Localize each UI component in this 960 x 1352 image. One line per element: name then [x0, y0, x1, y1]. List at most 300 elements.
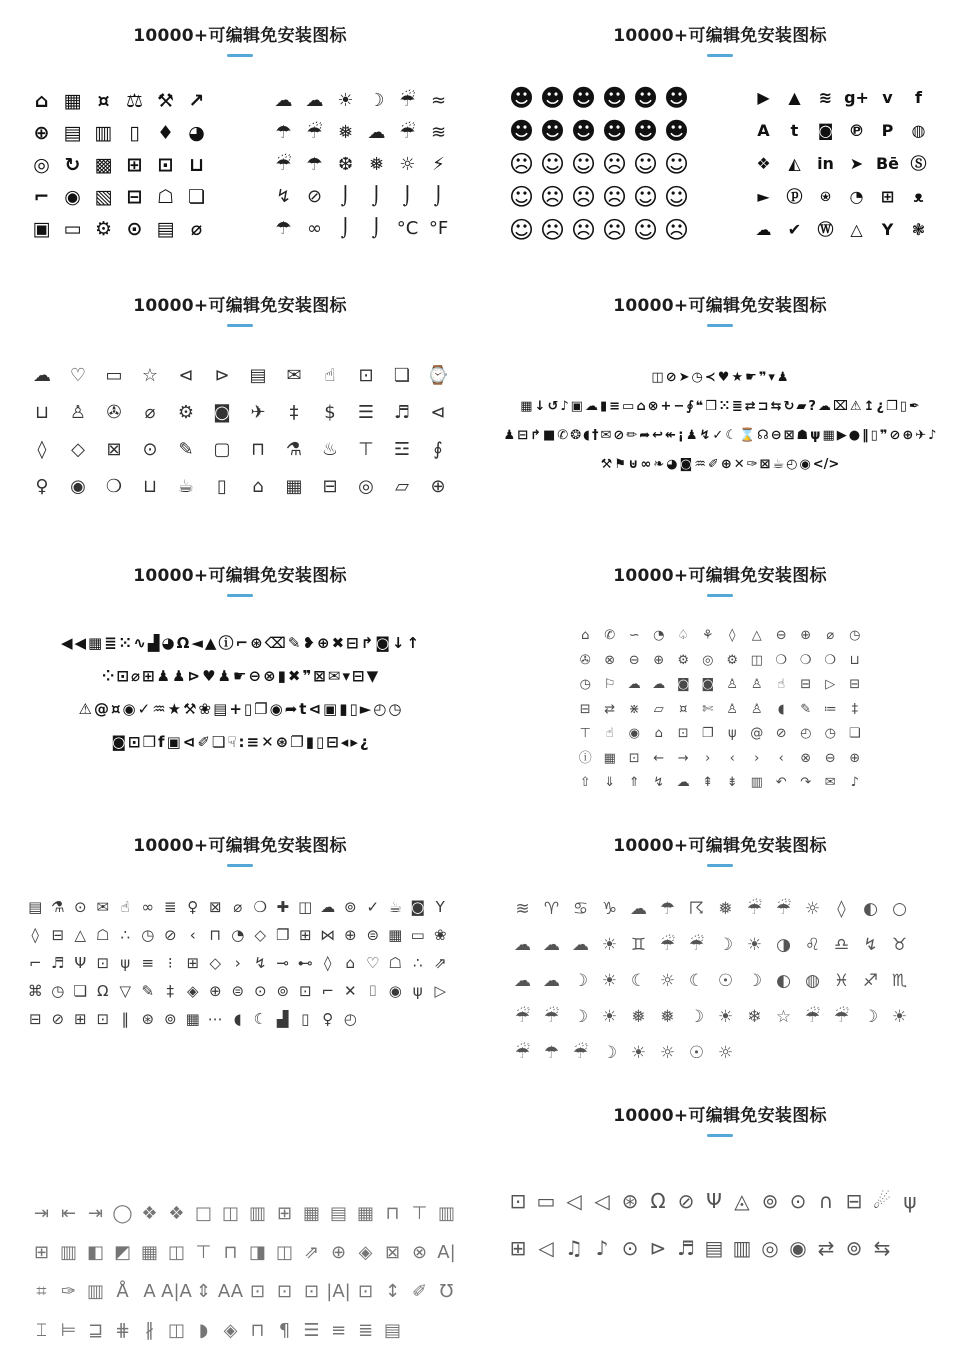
- check-icon: ✓: [137, 700, 151, 719]
- wine-glass-icon: Y: [435, 897, 445, 916]
- film-icon: ▦: [520, 399, 533, 415]
- notepad-icon: ▦: [185, 1009, 200, 1028]
- instagram-icon: ◙: [817, 120, 834, 140]
- flat-face-icon: ☹: [539, 215, 566, 244]
- columns-icon: ▥: [86, 1280, 104, 1302]
- chat-3-icon: ❍: [824, 652, 837, 668]
- mail-icon: ✉: [824, 775, 836, 791]
- set-title: 10000+可编辑免安装图标: [133, 26, 347, 46]
- smartphone-icon: ▯: [217, 475, 227, 497]
- clock-icon: ◷: [691, 370, 703, 386]
- unlocked-padlock-icon: ⌐: [33, 185, 50, 208]
- cheeky-face-icon: ☺: [663, 149, 690, 178]
- printer-icon: ⊞: [142, 667, 155, 686]
- star-icon: ☆: [775, 1006, 792, 1027]
- title-underline: [707, 864, 733, 867]
- calculator-icon: ⊞: [126, 153, 143, 176]
- home-icon: ⌂: [581, 628, 590, 644]
- megaphone-icon: ⊲: [308, 700, 322, 719]
- doc-icon: ❏: [848, 726, 861, 742]
- code-icon: </>: [812, 457, 840, 473]
- skip-circle-icon: ⊚: [761, 1188, 779, 1213]
- letter-spacing-icon: |A|: [326, 1280, 351, 1302]
- thermometer-6-icon: ⌡: [371, 218, 382, 240]
- help-icon: ¿: [359, 733, 369, 752]
- mic-icon: ψ: [727, 726, 737, 742]
- graduation-cap-icon: ⊓: [250, 438, 266, 460]
- play-icon: ▷: [434, 981, 447, 1000]
- tongue-out-face-icon: ☺: [539, 149, 566, 178]
- compass-icon: ⊘: [163, 925, 177, 944]
- toggles-icon: ⊜: [366, 925, 380, 944]
- libra-icon: ♎: [833, 934, 850, 955]
- moonrise-icon: ☽: [746, 970, 763, 991]
- music-note-icon: ♪: [595, 1235, 609, 1260]
- ellipse-x-icon: ⊗: [411, 1241, 428, 1263]
- users-icon: ♟: [503, 428, 516, 444]
- lock-icon: ⊠: [106, 438, 122, 460]
- doc-download-icon: ❒: [142, 733, 157, 752]
- paypal-icon: P: [881, 120, 894, 140]
- layout-typography-rows: [28, 1194, 456, 1350]
- sun-cloud-rain-icon: ☼: [804, 898, 821, 919]
- magnet-icon: Ʊ: [439, 1280, 454, 1302]
- wall-clock-icon: ◔: [231, 925, 245, 944]
- user-icon: ♟: [685, 428, 698, 444]
- behance-icon: Bē: [875, 153, 900, 173]
- neutral-face-icon: ☺: [508, 215, 535, 244]
- mobile-icon: ▯: [899, 399, 907, 415]
- mouse-icon: ◖: [233, 1009, 242, 1028]
- frown-face-icon: ☹: [539, 182, 566, 211]
- dollar-bag-icon: ◉: [122, 700, 136, 719]
- thermometer-2-icon: ⌡: [371, 186, 382, 208]
- font-baseline-icon: A: [143, 1280, 156, 1302]
- sliders-h-icon: ≔: [823, 701, 837, 717]
- user-group-icon: ♙: [726, 677, 739, 693]
- moon-icon: ☾: [630, 970, 647, 991]
- outline-essentials-set-content: [0, 357, 480, 505]
- minus-circle-2-icon: ⊖: [824, 750, 836, 766]
- cursor-icon: †: [591, 428, 599, 444]
- grooveshark-icon: ◔: [849, 186, 864, 206]
- title-underline: [227, 594, 253, 597]
- document-icon: ❒: [705, 399, 717, 415]
- wallet-icon: ⊟: [322, 475, 338, 497]
- dollar-note-icon: $: [324, 401, 336, 423]
- search-icon: ⌀: [144, 401, 156, 423]
- cloud-sun-hail-icon: ☀: [601, 970, 618, 991]
- layout-typography-rows-row-2: [28, 1233, 456, 1272]
- comments-icon: ❞: [758, 370, 767, 386]
- eye-icon: ◉: [388, 981, 402, 1000]
- audio-line-rows: [504, 1177, 936, 1271]
- screencast-icon: ⊡: [628, 750, 640, 766]
- check-icon: ✓: [712, 428, 724, 444]
- cloud-sleet-icon: ☂: [543, 1042, 560, 1063]
- align-bottom-objects-icon: ⊒: [87, 1319, 104, 1341]
- text-box-icon: ⊡: [249, 1280, 266, 1302]
- dots-v-icon: ⁝: [167, 953, 173, 972]
- play-circle-icon: ⊳: [649, 1235, 667, 1260]
- square-icon: □: [194, 1202, 212, 1224]
- layout-typography-set-card: [0, 1080, 480, 1350]
- locked-padlock-icon: ▣: [32, 217, 51, 240]
- full-circle-icon: ○: [892, 898, 907, 919]
- tag-icon: ◊: [37, 438, 47, 460]
- cassette-icon: ▭: [410, 925, 425, 944]
- pen-nib-icon: ✒: [908, 399, 920, 415]
- cloud-rain-1-icon: ☔: [514, 1006, 531, 1027]
- indent-right-icon: ⇥: [87, 1202, 104, 1224]
- justify-text-icon: ▤: [383, 1319, 401, 1341]
- downpour-cloud-icon: ☔: [306, 122, 323, 144]
- storm-rain-cloud-icon: ☔: [275, 154, 292, 176]
- cloud-moon-hail-icon: ☽: [572, 970, 589, 991]
- solid-glyph-rows-row-3: [494, 421, 946, 450]
- up-triangle-icon: ▲: [204, 634, 217, 653]
- outline-essentials-set-card: [0, 270, 480, 540]
- clouds-sleet-icon: ☔: [572, 1042, 589, 1063]
- plane-icon: ✈: [915, 428, 927, 444]
- sunset-2-icon: ☼: [717, 1042, 734, 1063]
- mobile-2-icon: ▯: [315, 733, 325, 752]
- book-icon: ◫: [750, 652, 763, 668]
- tools-icon: ⚒: [600, 457, 613, 473]
- layout-two-pane-icon: ◫: [167, 1241, 185, 1263]
- speaker-icon: ◀: [60, 634, 73, 653]
- yahoo-icon: Y: [881, 219, 894, 239]
- record-icon: ●: [848, 428, 861, 444]
- distribute-vertical-icon: ∦: [145, 1319, 154, 1341]
- grid-cols-icon: ▦: [302, 1202, 320, 1224]
- newspaper-icon: ▤: [249, 364, 267, 386]
- mobile-2-icon: ▯: [870, 428, 878, 444]
- secure-icon: ⊠: [313, 667, 326, 686]
- cassette-icon: ▭: [536, 1188, 556, 1213]
- edit-icon: ❐: [701, 726, 714, 742]
- upload-icon: ↥: [863, 399, 875, 415]
- eraser-icon: ⌫: [264, 634, 286, 653]
- coffee-cup-icon: ☕: [177, 475, 195, 497]
- cart-2-icon: ⊟: [351, 667, 365, 686]
- lightning-cloud-icon: ⚡: [432, 154, 445, 176]
- cloud-showers-icon: ☔: [804, 1006, 821, 1027]
- layout-header-icon: ⊤: [195, 1241, 212, 1263]
- angry-face-icon: ☹: [601, 149, 628, 178]
- vimeo-icon: v: [882, 87, 893, 107]
- add-user-icon: ♟: [776, 370, 789, 386]
- headphones-icon: ∩: [818, 1188, 834, 1213]
- eyedropper-icon: ✑: [60, 1280, 77, 1302]
- twitter-icon: ➤: [849, 153, 864, 173]
- forward-circle-icon: ⊙: [789, 1188, 807, 1213]
- dribbble-icon: ◍: [911, 120, 926, 140]
- growth-chart-icon: ↗: [188, 89, 205, 112]
- chevron-right-icon: ›: [705, 750, 711, 766]
- at-circle-icon: @: [750, 726, 764, 742]
- plug-icon: ⊸: [276, 953, 290, 972]
- line-height-icon: ⇕: [195, 1280, 212, 1302]
- paint-roller-icon: ⊓: [250, 1319, 265, 1341]
- zoom-in-icon: ⊕: [800, 628, 812, 644]
- sunset-icon: ☉: [717, 970, 734, 991]
- calendar-icon: ▦: [603, 750, 616, 766]
- finance-icons: [26, 85, 212, 245]
- person-up-icon: ♙: [750, 677, 763, 693]
- camera-icon: ◙: [676, 677, 690, 693]
- chat-icon: ❞: [879, 428, 888, 444]
- gem-circle-icon: ◈: [186, 981, 199, 1000]
- radio-icon: ▤: [28, 897, 43, 916]
- diamond-icon: ◇: [209, 953, 222, 972]
- clouds-hail-1-icon: ❅: [660, 1006, 675, 1027]
- cloud-up-icon: ⇞: [702, 775, 714, 791]
- cloud-moon-fog-icon: ☁: [572, 934, 589, 955]
- turntable-icon: ◉: [789, 1235, 807, 1260]
- cloud-2-icon: ☁: [817, 399, 831, 415]
- anchor-flower-icon: ⚘: [701, 628, 714, 644]
- search-icon: ⌀: [131, 667, 141, 686]
- repeat-icon: ⇄: [744, 399, 756, 415]
- skype-icon: Ⓢ: [910, 153, 927, 173]
- solid-glyph-rows: [494, 363, 946, 479]
- tumblr-icon: t: [790, 120, 799, 140]
- thermometer-4-icon: ⌡: [433, 186, 444, 208]
- export-icon: ↱: [360, 634, 374, 653]
- add-list-icon: ≣: [731, 399, 743, 415]
- weather-zodiac-rows: [508, 891, 932, 1071]
- close-icon: ✕: [733, 457, 745, 473]
- key-icon: ✇: [579, 652, 591, 668]
- wordpress-icon: Ⓦ: [817, 219, 834, 239]
- plus-circle-2-icon: ⊕: [849, 750, 861, 766]
- gears-icon: ⚙: [94, 217, 113, 240]
- taurus-icon: ♉: [891, 934, 908, 955]
- chevron-left-icon: ‹: [189, 925, 196, 944]
- crop-icon: ⌗: [36, 1280, 47, 1302]
- cloud-moon-rain-icon: ☽: [572, 1006, 589, 1027]
- microphone-icon: ψ: [810, 428, 821, 444]
- redo-icon: ↷: [800, 775, 812, 791]
- tongue-filled-icon: ☻: [601, 83, 628, 112]
- guitar-pick-icon: ▽: [119, 981, 132, 1000]
- gear-2-icon: ⚙: [726, 652, 739, 668]
- monitor-down-icon: ⊡: [298, 981, 312, 1000]
- title-underline: [707, 594, 733, 597]
- text-box-4-icon: ⊡: [357, 1280, 374, 1302]
- eyeglasses-icon: ∞: [307, 218, 322, 240]
- truck-icon: ▱: [395, 475, 409, 497]
- sliders-icon: ‡: [166, 981, 174, 1000]
- presentation-icon: ⊡: [128, 733, 141, 752]
- cloud-moon-sleet-icon: ☽: [601, 1042, 618, 1063]
- coin-icon: ⊙: [253, 981, 267, 1000]
- cd-icon: ⊛: [275, 733, 289, 752]
- phone-icon: ✆: [604, 628, 616, 644]
- undo-box-icon: ⊐: [757, 399, 769, 415]
- target-icon: ◎: [33, 153, 50, 176]
- warning-icon: ⚠: [78, 700, 92, 719]
- leaf-icon: ❧: [653, 457, 665, 473]
- radio-icon: ▥: [732, 1235, 752, 1260]
- alarm-icon: ◷: [824, 726, 836, 742]
- google-drive-icon: △: [850, 219, 863, 239]
- table-icon: ▦: [88, 634, 103, 653]
- speech-oval-icon: ◯: [112, 1202, 133, 1224]
- pinterest-circle-icon: ⓟ: [786, 186, 803, 206]
- bulb-icon: ⊙: [142, 438, 158, 460]
- magnifier-icon: ⌀: [190, 217, 203, 240]
- speech-bubble-icon: ❍: [105, 475, 123, 497]
- solid-glyph-rows-row-2: [494, 392, 946, 421]
- thumb-2-icon: ☝: [605, 726, 614, 742]
- pencil-icon: ✎: [287, 634, 301, 653]
- question-icon: ?: [808, 399, 816, 415]
- drizzle-cloud-icon: ☁: [367, 122, 386, 144]
- arrow-right-icon: →: [677, 750, 689, 766]
- stop-icon: ■: [543, 428, 556, 444]
- cone-icon: △: [74, 925, 87, 944]
- thumbs-down-icon: ☟: [227, 733, 237, 752]
- emoji-social-set-card: [480, 0, 960, 270]
- moon-lined-icon: ◐: [863, 898, 878, 919]
- block-icon: ⊘: [613, 428, 625, 444]
- gemini-icon: ♊: [630, 934, 647, 955]
- person-anchor-icon: ♙: [726, 701, 739, 717]
- wink-face-icon: ☺: [632, 149, 659, 178]
- bell-icon: Ω: [176, 634, 190, 653]
- weather-zodiac-rows-row-3: [508, 963, 932, 999]
- nodes-2-icon: ∴: [412, 953, 423, 972]
- set-title: 10000+可编辑免安装图标: [133, 296, 347, 316]
- zoom-out-icon: ⊖: [248, 667, 262, 686]
- scissors-icon: ✄: [702, 701, 714, 717]
- stop-circle-icon: ⊡: [509, 1188, 527, 1213]
- thumbs-up-icon: ☝: [324, 364, 336, 386]
- deviantart-icon: ◭: [788, 153, 801, 173]
- resize-path-icon: ⇗: [303, 1241, 320, 1263]
- pin-icon: ♀: [187, 897, 199, 916]
- title-underline: [227, 54, 253, 57]
- chip-icon: ⊞: [73, 1009, 87, 1028]
- windows-icon: ⊞: [880, 186, 895, 206]
- sleet-cloud-icon: ❅: [368, 154, 385, 176]
- block-icon: ⊘: [775, 726, 787, 742]
- member-icon: ♟: [217, 667, 232, 686]
- fire-icon: ☲: [393, 438, 411, 460]
- document-search-icon: ❏: [187, 185, 206, 208]
- rounded-line-rows-row-3: [24, 949, 456, 977]
- cloud-drop-icon: ☂: [659, 898, 676, 919]
- tumblr-box-icon: ▣: [323, 700, 338, 719]
- moon-icon: ☾: [725, 428, 737, 444]
- rounded-line-rows-row-4: [24, 977, 456, 1005]
- calendar-20-icon: ▦: [63, 89, 82, 112]
- cloud-drizzle-icon: ☔: [659, 934, 676, 955]
- sun-cloud-icon: ☀: [337, 90, 354, 112]
- gamepad-icon: ⌘: [27, 981, 43, 1000]
- code-box-icon: ⊡: [96, 953, 110, 972]
- toggles-2-icon: ⊜: [231, 981, 245, 1000]
- target-icon: ◎: [702, 652, 714, 668]
- angry-filled-icon: ☻: [508, 116, 535, 145]
- thermometer-3-icon: ⌡: [402, 186, 413, 208]
- mail-2-icon: ✉: [600, 428, 612, 444]
- redo-icon: ➦: [639, 428, 651, 444]
- hourglass-icon: ⌛: [738, 428, 756, 444]
- trash-bin-icon: ⊔: [188, 153, 205, 176]
- thermometer-5-icon: ⌡: [340, 218, 351, 240]
- map-icon: ◫: [651, 370, 664, 386]
- chevron-left-2-icon: ‹: [778, 750, 784, 766]
- notebook-icon: ◫: [298, 897, 313, 916]
- plus-icon: +: [229, 700, 242, 719]
- weather-zodiac-set-content: [480, 891, 960, 1071]
- drop-2-icon: ◊: [324, 953, 332, 972]
- align-text-left-icon: ☰: [303, 1319, 320, 1341]
- heart-icon: ♥: [717, 370, 730, 386]
- rounded-line-rows-row-2: [24, 921, 456, 949]
- trash-full-icon: ▮: [339, 700, 348, 719]
- smile-filled-icon: ☻: [508, 83, 535, 112]
- spade-icon: ♤: [677, 628, 690, 644]
- calendar-icon: ▦: [388, 925, 403, 944]
- pause-icon: ‖: [121, 1009, 129, 1028]
- drop-icon: ◊: [31, 925, 39, 944]
- rectangle-x-icon: ⊠: [384, 1241, 401, 1263]
- grid-2x2-icon: ⊞: [276, 1202, 293, 1224]
- sliders-icon: ‡: [289, 401, 299, 423]
- image-icon: ⊡: [677, 726, 689, 742]
- android-icon: ᴥ: [913, 186, 924, 206]
- youtube-play-icon: ►: [757, 186, 770, 206]
- disc-off-icon: ⊘: [677, 1188, 695, 1213]
- pin-icon: ▾: [342, 667, 350, 686]
- font-raise-icon: Å: [116, 1280, 129, 1302]
- help-icon: ¿: [876, 399, 885, 415]
- clock-2-icon: ◷: [388, 700, 402, 719]
- credit-card-icon: ⊟: [51, 925, 65, 944]
- store-icon: ⌂: [252, 475, 264, 497]
- bullhorn-icon: ⊲: [430, 401, 446, 423]
- card-icon: ⊟: [579, 701, 591, 717]
- video-icon: ⊳: [187, 667, 201, 686]
- undo-icon: ↶: [775, 775, 787, 791]
- solid-media-rows-row-4: [14, 726, 466, 759]
- distribute-horizontal-icon: ⋕: [114, 1319, 131, 1341]
- currency-exchange-icon: ↻: [64, 153, 81, 176]
- shrink-icon: ✖: [331, 634, 345, 653]
- audio-line-rows-row-1: [504, 1177, 936, 1224]
- trophy-cup-icon: ☕: [772, 457, 785, 473]
- banner-card-icon: ▤: [213, 700, 228, 719]
- rounded-line-rows: [24, 893, 456, 1033]
- cloud-moon-hail-1-icon: ☽: [688, 1006, 705, 1027]
- wind-cloud-icon: ≈: [430, 90, 447, 112]
- rss-icon: ♒: [694, 457, 706, 473]
- archive-icon: ▣: [570, 399, 583, 415]
- solid-glyph-rows-row-1: [494, 363, 946, 392]
- tablet-chart-icon: ▯: [129, 121, 140, 144]
- title-underline: [227, 324, 253, 327]
- hand-mic-icon: ✐: [707, 457, 719, 473]
- clock-2-icon: ◴: [786, 457, 798, 473]
- cancer-icon: ♋: [572, 898, 589, 919]
- bar-chart-icon: ▟: [147, 634, 160, 653]
- bar-chart-icon: ▥: [750, 775, 763, 791]
- scales-icon: ⚖: [125, 89, 144, 112]
